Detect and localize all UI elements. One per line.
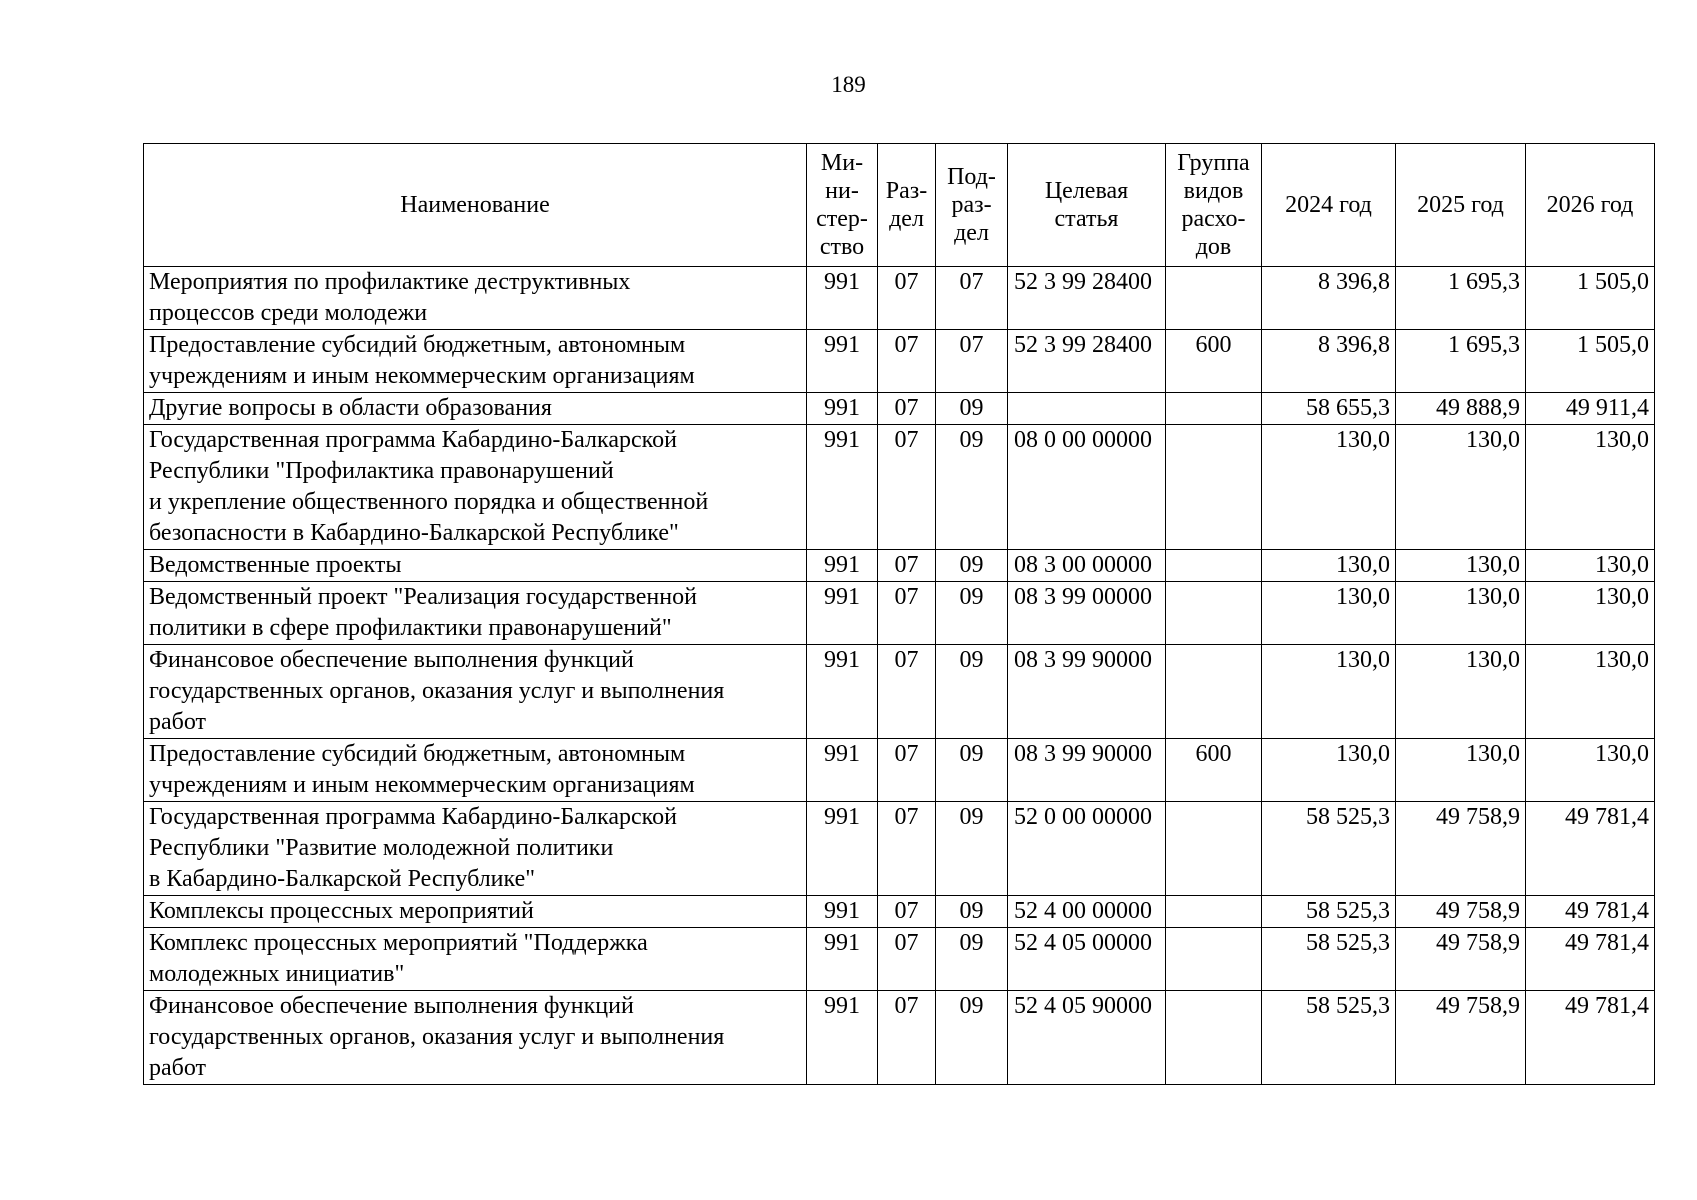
- ministry-cell: 991: [807, 991, 878, 1085]
- section-cell: 07: [878, 991, 936, 1085]
- row-name-cell: [144, 330, 807, 393]
- section-cell: 07: [878, 267, 936, 330]
- expense-group-cell: [1166, 802, 1262, 896]
- ministry-cell: 991: [807, 267, 878, 330]
- row-name-cell: [144, 582, 807, 645]
- amount-2026-cell: 130,0: [1526, 582, 1655, 645]
- section-cell: 07: [878, 645, 936, 739]
- expense-group-cell: [1166, 582, 1262, 645]
- target-item-cell: 08 3 99 90000: [1008, 645, 1166, 739]
- header-name: Наименование: [144, 144, 807, 267]
- amount-2025-cell: 49 758,9: [1396, 802, 1526, 896]
- header-section-line: дел: [889, 206, 924, 232]
- amount-2025-cell: 1 695,3: [1396, 330, 1526, 393]
- subsection-cell: 09: [936, 582, 1008, 645]
- amount-2025-cell: 130,0: [1396, 739, 1526, 802]
- section-cell: 07: [878, 739, 936, 802]
- amount-2025-cell: 1 695,3: [1396, 267, 1526, 330]
- table-row: [144, 739, 1655, 802]
- ministry-cell: 991: [807, 739, 878, 802]
- target-item-cell: 52 0 00 00000: [1008, 802, 1166, 896]
- amount-2024-cell: 58 525,3: [1262, 991, 1396, 1085]
- row-name-line: учреждениям и иным некоммерческим организациям: [149, 363, 695, 389]
- row-name-cell: [144, 645, 807, 739]
- row-name-line: молодежных инициатив": [149, 961, 405, 987]
- expense-group-cell: [1166, 393, 1262, 425]
- amount-2026-cell: 130,0: [1526, 645, 1655, 739]
- amount-2026-cell: 49 781,4: [1526, 928, 1655, 991]
- expense-group-cell: 600: [1166, 330, 1262, 393]
- amount-2026-cell: 49 781,4: [1526, 896, 1655, 928]
- table-row: [144, 393, 1655, 425]
- row-name-line: Государственная программа Кабардино-Балкарской: [149, 804, 677, 830]
- amount-2024-cell: 130,0: [1262, 645, 1396, 739]
- row-name-cell: [144, 550, 807, 582]
- ministry-cell: 991: [807, 425, 878, 550]
- row-name-cell: [144, 802, 807, 896]
- subsection-cell: 07: [936, 330, 1008, 393]
- amount-2024-cell: 130,0: [1262, 425, 1396, 550]
- amount-2026-cell: 130,0: [1526, 425, 1655, 550]
- header-ministry-line: ни-: [825, 178, 859, 204]
- amount-2026-cell: 49 911,4: [1526, 393, 1655, 425]
- header-expense-group-line: расхо-: [1181, 206, 1246, 232]
- header-section-line: Раз-: [885, 178, 928, 204]
- header-2024: 2024 год: [1262, 144, 1396, 267]
- row-name-line: Мероприятия по профилактике деструктивных: [149, 269, 631, 295]
- header-row: [144, 144, 1655, 267]
- target-item-cell: 08 3 00 00000: [1008, 550, 1166, 582]
- expense-group-cell: [1166, 896, 1262, 928]
- subsection-cell: 09: [936, 991, 1008, 1085]
- amount-2024-cell: 58 525,3: [1262, 896, 1396, 928]
- subsection-cell: 07: [936, 267, 1008, 330]
- amount-2024-cell: 130,0: [1262, 550, 1396, 582]
- amount-2024-cell: 130,0: [1262, 739, 1396, 802]
- table-row: [144, 550, 1655, 582]
- header-2025: 2025 год: [1396, 144, 1526, 267]
- ministry-cell: 991: [807, 645, 878, 739]
- row-name-line: политики в сфере профилактики правонарушений": [149, 615, 672, 641]
- header-expense-group-line: видов: [1183, 178, 1244, 204]
- row-name-line: процессов среди молодежи: [149, 300, 428, 326]
- section-cell: 07: [878, 393, 936, 425]
- header-ministry: [807, 144, 878, 267]
- expense-group-cell: [1166, 645, 1262, 739]
- subsection-cell: 09: [936, 739, 1008, 802]
- target-item-cell: 52 3 99 28400: [1008, 330, 1166, 393]
- section-cell: 07: [878, 582, 936, 645]
- row-name-line: Ведомственный проект "Реализация государственной: [149, 584, 697, 610]
- row-name-line: Республики "Профилактика правонарушений: [149, 458, 614, 484]
- amount-2025-cell: 130,0: [1396, 645, 1526, 739]
- amount-2024-cell: 58 525,3: [1262, 802, 1396, 896]
- subsection-cell: 09: [936, 928, 1008, 991]
- ministry-cell: 991: [807, 802, 878, 896]
- amount-2024-cell: 8 396,8: [1262, 267, 1396, 330]
- amount-2025-cell: 49 758,9: [1396, 896, 1526, 928]
- amount-2026-cell: 1 505,0: [1526, 267, 1655, 330]
- subsection-cell: 09: [936, 802, 1008, 896]
- target-item-cell: 52 4 05 00000: [1008, 928, 1166, 991]
- row-name-line: безопасности в Кабардино-Балкарской Республике": [149, 520, 679, 546]
- header-target-item-line: Целевая: [1044, 178, 1129, 204]
- ministry-cell: 991: [807, 550, 878, 582]
- row-name-line: государственных органов, оказания услуг и выполнения: [149, 1024, 725, 1050]
- table-row: [144, 267, 1655, 330]
- amount-2026-cell: 49 781,4: [1526, 991, 1655, 1085]
- header-2026: 2026 год: [1526, 144, 1655, 267]
- ministry-cell: 991: [807, 330, 878, 393]
- ministry-cell: 991: [807, 393, 878, 425]
- budget-table: [143, 143, 1655, 1085]
- section-cell: 07: [878, 550, 936, 582]
- amount-2025-cell: 49 758,9: [1396, 928, 1526, 991]
- table-row: [144, 802, 1655, 896]
- row-name-line: работ: [149, 1055, 207, 1081]
- subsection-cell: 09: [936, 425, 1008, 550]
- target-item-cell: 08 0 00 00000: [1008, 425, 1166, 550]
- amount-2025-cell: 130,0: [1396, 425, 1526, 550]
- ministry-cell: 991: [807, 896, 878, 928]
- header-subsection-line: Под-: [947, 164, 996, 190]
- subsection-cell: 09: [936, 645, 1008, 739]
- section-cell: 07: [878, 802, 936, 896]
- row-name-line: Другие вопросы в области образования: [149, 395, 552, 421]
- row-name-line: Комплекс процессных мероприятий "Поддержка: [149, 930, 648, 956]
- row-name-cell: [144, 267, 807, 330]
- expense-group-cell: [1166, 928, 1262, 991]
- row-name-line: и укрепление общественного порядка и общественной: [149, 489, 709, 515]
- target-item-cell: 08 3 99 90000: [1008, 739, 1166, 802]
- row-name-cell: [144, 739, 807, 802]
- section-cell: 07: [878, 928, 936, 991]
- expense-group-cell: [1166, 991, 1262, 1085]
- header-section: [878, 144, 936, 267]
- amount-2025-cell: 130,0: [1396, 582, 1526, 645]
- section-cell: 07: [878, 330, 936, 393]
- header-subsection: [936, 144, 1008, 267]
- header-expense-group: [1166, 144, 1262, 267]
- amount-2026-cell: 130,0: [1526, 739, 1655, 802]
- subsection-cell: 09: [936, 896, 1008, 928]
- table-row: [144, 582, 1655, 645]
- amount-2024-cell: 58 525,3: [1262, 928, 1396, 991]
- header-ministry-line: Ми-: [820, 150, 864, 176]
- amount-2025-cell: 49 758,9: [1396, 991, 1526, 1085]
- subsection-cell: 09: [936, 393, 1008, 425]
- table-body: [144, 267, 1655, 1085]
- row-name-line: Комплексы процессных мероприятий: [149, 898, 534, 924]
- row-name-cell: [144, 425, 807, 550]
- row-name-line: Финансовое обеспечение выполнения функций: [149, 647, 634, 673]
- row-name-line: Финансовое обеспечение выполнения функций: [149, 993, 634, 1019]
- page-number: 189: [831, 72, 866, 97]
- table-row: [144, 991, 1655, 1085]
- header-subsection-line: раз-: [951, 192, 992, 218]
- ministry-cell: 991: [807, 928, 878, 991]
- amount-2025-cell: 49 888,9: [1396, 393, 1526, 425]
- expense-group-cell: [1166, 425, 1262, 550]
- header-ministry-line: стер-: [816, 206, 868, 232]
- amount-2024-cell: 8 396,8: [1262, 330, 1396, 393]
- table-row: [144, 928, 1655, 991]
- row-name-line: Республики "Развитие молодежной политики: [149, 835, 614, 861]
- amount-2026-cell: 1 505,0: [1526, 330, 1655, 393]
- row-name-cell: [144, 393, 807, 425]
- target-item-cell: 52 3 99 28400: [1008, 267, 1166, 330]
- table-row: [144, 645, 1655, 739]
- row-name-line: работ: [149, 709, 207, 735]
- header-target-item-line: статья: [1054, 206, 1119, 232]
- header-target-item: [1008, 144, 1166, 267]
- target-item-cell: 52 4 05 90000: [1008, 991, 1166, 1085]
- ministry-cell: 991: [807, 582, 878, 645]
- header-expense-group-line: Группа: [1177, 150, 1250, 176]
- row-name-line: Государственная программа Кабардино-Балкарской: [149, 427, 677, 453]
- header-ministry-line: ство: [819, 234, 865, 260]
- row-name-line: государственных органов, оказания услуг и выполнения: [149, 678, 725, 704]
- table-row: [144, 425, 1655, 550]
- row-name-line: Предоставление субсидий бюджетным, автономным: [149, 741, 686, 767]
- row-name-cell: [144, 991, 807, 1085]
- header-expense-group-line: дов: [1195, 234, 1232, 260]
- amount-2024-cell: 130,0: [1262, 582, 1396, 645]
- row-name-line: учреждениям и иным некоммерческим организациям: [149, 772, 695, 798]
- amount-2024-cell: 58 655,3: [1262, 393, 1396, 425]
- section-cell: 07: [878, 425, 936, 550]
- expense-group-cell: [1166, 550, 1262, 582]
- section-cell: 07: [878, 896, 936, 928]
- target-item-cell: 52 4 00 00000: [1008, 896, 1166, 928]
- expense-group-cell: 600: [1166, 739, 1262, 802]
- subsection-cell: 09: [936, 550, 1008, 582]
- row-name-line: Ведомственные проекты: [149, 552, 402, 578]
- table-row: [144, 330, 1655, 393]
- amount-2026-cell: 49 781,4: [1526, 802, 1655, 896]
- amount-2025-cell: 130,0: [1396, 550, 1526, 582]
- target-item-cell: [1008, 393, 1166, 425]
- row-name-cell: [144, 896, 807, 928]
- row-name-line: Предоставление субсидий бюджетным, автономным: [149, 332, 686, 358]
- row-name-line: в Кабардино-Балкарской Республике": [149, 866, 536, 892]
- amount-2026-cell: 130,0: [1526, 550, 1655, 582]
- target-item-cell: 08 3 99 00000: [1008, 582, 1166, 645]
- row-name-cell: [144, 928, 807, 991]
- expense-group-cell: [1166, 267, 1262, 330]
- table-row: [144, 896, 1655, 928]
- header-subsection-line: дел: [954, 220, 989, 246]
